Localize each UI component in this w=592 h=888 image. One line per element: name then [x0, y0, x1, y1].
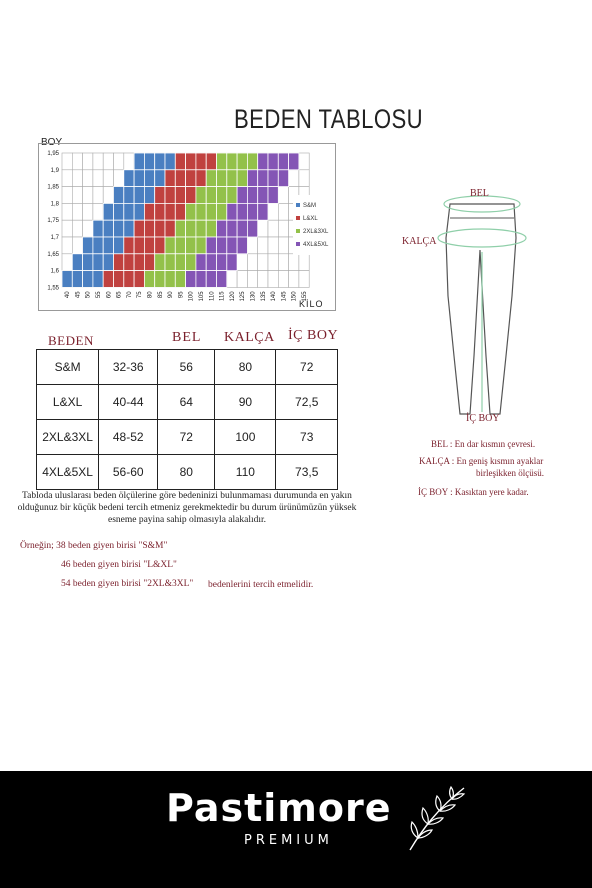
grid-cell — [93, 187, 103, 204]
heat-cell-S&M — [93, 271, 103, 288]
grid-cell — [268, 203, 278, 220]
def-bel: BEL : En dar kısmın çevresi. — [431, 439, 536, 449]
table-cell-size: 2XL&3XL — [37, 420, 99, 455]
grid-cell — [62, 153, 72, 170]
heat-cell-S&M — [114, 220, 124, 237]
heat-cell-4XL&5XL — [217, 220, 227, 237]
heat-cell-S&M — [93, 254, 103, 271]
heat-cell-2XL&3XL — [206, 220, 216, 237]
grid-cell — [268, 220, 278, 237]
heat-cell-L&XL — [103, 271, 113, 288]
grid-cell — [227, 271, 237, 288]
heat-cell-L&XL — [144, 237, 154, 254]
table-row — [37, 455, 338, 490]
grid-cell — [103, 170, 113, 187]
heat-cell-2XL&3XL — [227, 153, 237, 170]
x-tick-label: 90 — [168, 291, 175, 299]
x-tick-label: 70 — [126, 291, 133, 299]
heat-cell-L&XL — [186, 187, 196, 204]
grid-cell — [278, 271, 288, 288]
heat-cell-L&XL — [175, 203, 185, 220]
grid-cell — [299, 153, 309, 170]
heat-cell-4XL&5XL — [227, 220, 237, 237]
heat-cell-L&XL — [186, 153, 196, 170]
heat-cell-2XL&3XL — [217, 203, 227, 220]
heat-cell-4XL&5XL — [206, 237, 216, 254]
heat-cell-4XL&5XL — [237, 220, 247, 237]
heat-cell-L&XL — [134, 237, 144, 254]
heat-cell-S&M — [134, 153, 144, 170]
grid-cell — [258, 254, 268, 271]
legend-label: S&M — [303, 203, 317, 209]
heat-cell-4XL&5XL — [217, 254, 227, 271]
grid-cell — [72, 187, 82, 204]
grid-cell — [278, 220, 288, 237]
heat-cell-4XL&5XL — [237, 237, 247, 254]
table-row — [37, 385, 338, 420]
heat-cell-L&XL — [155, 203, 165, 220]
grid-cell — [93, 203, 103, 220]
heat-cell-L&XL — [155, 220, 165, 237]
heat-cell-4XL&5XL — [237, 203, 247, 220]
grid-cell — [299, 271, 309, 288]
heat-cell-S&M — [134, 187, 144, 204]
heat-cell-S&M — [155, 170, 165, 187]
heat-cell-S&M — [144, 170, 154, 187]
table-cell-kalca: 80 — [215, 350, 276, 385]
heat-cell-4XL&5XL — [268, 187, 278, 204]
x-tick-label: 100 — [188, 291, 195, 302]
heat-cell-2XL&3XL — [227, 187, 237, 204]
grid-cell — [278, 254, 288, 271]
y-tick-label: 1,8 — [50, 201, 59, 208]
grid-cell — [62, 170, 72, 187]
grid-cell — [62, 237, 72, 254]
x-tick-label: 120 — [229, 291, 236, 302]
heat-cell-4XL&5XL — [247, 203, 257, 220]
table-cell-ic-boy: 73 — [276, 420, 338, 455]
header-ic-boy: İÇ BOY — [288, 328, 339, 343]
grid-cell — [72, 170, 82, 187]
heat-cell-4XL&5XL — [247, 187, 257, 204]
header-kalca: KALÇA — [224, 330, 275, 345]
grid-cell — [93, 153, 103, 170]
heat-cell-4XL&5XL — [258, 203, 268, 220]
heat-cell-S&M — [124, 220, 134, 237]
x-tick-label: 115 — [219, 291, 226, 301]
table-cell-ic-boy: 73,5 — [276, 455, 338, 490]
ic-boy-label: İÇ BOY — [466, 413, 500, 424]
legend-swatch — [296, 229, 300, 233]
table-cell-kalca: 110 — [215, 455, 276, 490]
heat-cell-S&M — [134, 203, 144, 220]
heat-cell-4XL&5XL — [206, 254, 216, 271]
grid-cell — [93, 170, 103, 187]
grid-cell — [72, 237, 82, 254]
heat-cell-L&XL — [144, 203, 154, 220]
heat-cell-L&XL — [144, 220, 154, 237]
heat-cell-2XL&3XL — [175, 271, 185, 288]
heat-cell-4XL&5XL — [206, 271, 216, 288]
table-cell-kalca: 90 — [215, 385, 276, 420]
heat-cell-4XL&5XL — [227, 237, 237, 254]
table-cell-kalca: 100 — [215, 420, 276, 455]
heat-cell-L&XL — [206, 153, 216, 170]
heat-cell-4XL&5XL — [186, 271, 196, 288]
heat-cell-L&XL — [134, 220, 144, 237]
heat-cell-L&XL — [114, 254, 124, 271]
heat-cell-4XL&5XL — [278, 153, 288, 170]
table-cell-bel: 56 — [158, 350, 215, 385]
x-tick-label: 50 — [85, 291, 92, 299]
y-tick-label: 1,75 — [47, 218, 59, 225]
example-1: Örneğin; 38 beden giyen birisi "S&M" — [20, 541, 168, 551]
table-row — [37, 350, 338, 385]
heat-cell-2XL&3XL — [165, 237, 175, 254]
heat-cell-4XL&5XL — [268, 153, 278, 170]
grid-cell — [237, 254, 247, 271]
grid-cell — [72, 220, 82, 237]
heat-cell-L&XL — [175, 153, 185, 170]
table-cell-bel: 80 — [158, 455, 215, 490]
grid-cell — [299, 170, 309, 187]
grid-cell — [83, 220, 93, 237]
grid-cell — [258, 271, 268, 288]
heat-cell-L&XL — [165, 220, 175, 237]
heat-cell-2XL&3XL — [206, 203, 216, 220]
table-cell-bel: 64 — [158, 385, 215, 420]
heat-cell-2XL&3XL — [217, 187, 227, 204]
grid-cell — [62, 203, 72, 220]
x-tick-label: 150 — [291, 291, 298, 302]
heat-cell-4XL&5XL — [217, 237, 227, 254]
heat-cell-4XL&5XL — [258, 187, 268, 204]
x-tick-label: 80 — [147, 291, 154, 299]
x-tick-label: 40 — [65, 291, 72, 299]
legend-label: 2XL&3XL — [303, 229, 329, 235]
grid-cell — [83, 203, 93, 220]
heat-cell-S&M — [124, 170, 134, 187]
heat-cell-L&XL — [186, 170, 196, 187]
y-axis-label: BOY — [41, 137, 63, 148]
x-tick-label: 75 — [137, 291, 144, 299]
heat-cell-2XL&3XL — [165, 271, 175, 288]
heat-cell-L&XL — [165, 187, 175, 204]
x-axis-label: KİLO — [299, 299, 324, 309]
heat-cell-4XL&5XL — [196, 271, 206, 288]
grid-cell — [278, 187, 288, 204]
header-bel: BEL — [172, 330, 202, 345]
heat-cell-S&M — [124, 203, 134, 220]
y-tick-label: 1,6 — [50, 268, 59, 275]
heat-cell-L&XL — [196, 170, 206, 187]
heat-cell-2XL&3XL — [237, 153, 247, 170]
grid-cell — [62, 220, 72, 237]
heat-cell-4XL&5XL — [268, 170, 278, 187]
grid-cell — [72, 153, 82, 170]
heat-cell-S&M — [124, 187, 134, 204]
grid-cell — [83, 187, 93, 204]
legend-swatch — [296, 203, 300, 207]
grid-cell — [62, 254, 72, 271]
heat-cell-4XL&5XL — [278, 170, 288, 187]
heat-cell-S&M — [83, 237, 93, 254]
heat-cell-S&M — [103, 237, 113, 254]
grid-cell — [103, 153, 113, 170]
heat-cell-4XL&5XL — [227, 254, 237, 271]
heat-cell-L&XL — [124, 271, 134, 288]
heat-cell-2XL&3XL — [206, 187, 216, 204]
grid-cell — [247, 254, 257, 271]
size-chart — [38, 143, 338, 311]
heat-cell-S&M — [114, 237, 124, 254]
grid-cell — [289, 271, 299, 288]
heat-cell-L&XL — [134, 271, 144, 288]
heat-cell-L&XL — [175, 170, 185, 187]
y-tick-label: 1,9 — [50, 167, 59, 174]
legend-swatch — [296, 242, 300, 246]
y-tick-label: 1,55 — [47, 285, 59, 292]
table-cell-ic-boy: 72,5 — [276, 385, 338, 420]
legend-swatch — [296, 216, 300, 220]
heat-cell-2XL&3XL — [155, 271, 165, 288]
grid-cell — [258, 237, 268, 254]
heat-cell-4XL&5XL — [227, 203, 237, 220]
heat-cell-S&M — [114, 187, 124, 204]
table-cell-beden: 56-60 — [99, 455, 158, 490]
x-tick-label: 65 — [116, 291, 123, 299]
page-title: BEDEN TABLOSU — [234, 104, 424, 134]
heat-cell-4XL&5XL — [247, 170, 257, 187]
grid-cell — [237, 271, 247, 288]
heat-cell-S&M — [165, 153, 175, 170]
heat-cell-L&XL — [124, 237, 134, 254]
table-cell-beden: 40-44 — [99, 385, 158, 420]
brand-name: Pastimore — [166, 786, 392, 830]
heat-cell-S&M — [72, 271, 82, 288]
heat-cell-S&M — [144, 187, 154, 204]
heat-cell-2XL&3XL — [175, 237, 185, 254]
grid-cell — [247, 237, 257, 254]
heat-cell-4XL&5XL — [237, 187, 247, 204]
grid-cell — [268, 254, 278, 271]
heat-cell-S&M — [103, 220, 113, 237]
heat-cell-2XL&3XL — [165, 254, 175, 271]
heat-cell-S&M — [103, 254, 113, 271]
info-paragraph: Tabloda uluslarası beden ölçülerine göre bedeninizi bulunmaması durumunda en yakın olduğunuz bir küçük bedeni tercih etmeniz gerekmektedir bu durum ürünümüzün yüksek esneme payina sahip olmasıyla alakalıdır. — [17, 491, 357, 525]
x-tick-label: 135 — [260, 291, 267, 302]
grid-cell — [278, 203, 288, 220]
size-table — [36, 349, 338, 490]
x-tick-label: 85 — [157, 291, 164, 299]
y-tick-label: 1,85 — [47, 184, 59, 191]
heat-cell-2XL&3XL — [186, 237, 196, 254]
heat-cell-S&M — [134, 170, 144, 187]
heat-cell-S&M — [83, 271, 93, 288]
heat-cell-2XL&3XL — [217, 170, 227, 187]
heat-cell-4XL&5XL — [289, 153, 299, 170]
x-tick-label: 45 — [75, 291, 82, 299]
leggings-illustration — [420, 186, 570, 426]
grid-cell — [114, 153, 124, 170]
grid-cell — [124, 153, 134, 170]
heat-cell-S&M — [93, 220, 103, 237]
x-tick-label: 140 — [271, 291, 278, 302]
x-tick-label: 130 — [250, 291, 257, 302]
heat-cell-4XL&5XL — [258, 153, 268, 170]
heat-cell-S&M — [155, 153, 165, 170]
heat-cell-4XL&5XL — [247, 220, 257, 237]
heat-cell-2XL&3XL — [196, 187, 206, 204]
table-row — [37, 420, 338, 455]
x-tick-label: 60 — [106, 291, 113, 299]
heat-cell-2XL&3XL — [186, 203, 196, 220]
x-tick-label: 125 — [240, 291, 247, 302]
grid-cell — [72, 203, 82, 220]
table-cell-beden: 48-52 — [99, 420, 158, 455]
heat-cell-2XL&3XL — [206, 170, 216, 187]
grid-cell — [258, 220, 268, 237]
def-ic-boy: İÇ BOY : Kasıktan yere kadar. — [418, 487, 529, 497]
header-beden: BEDEN — [48, 333, 94, 348]
table-cell-size: L&XL — [37, 385, 99, 420]
x-tick-label: 55 — [96, 291, 103, 299]
x-tick-label: 105 — [199, 291, 206, 302]
heat-cell-2XL&3XL — [196, 203, 206, 220]
grid-cell — [268, 237, 278, 254]
x-tick-label: 145 — [281, 291, 288, 302]
example-2: 46 beden giyen birisi "L&XL" — [61, 560, 177, 570]
heat-cell-S&M — [144, 153, 154, 170]
heat-cell-2XL&3XL — [155, 254, 165, 271]
heat-cell-L&XL — [165, 170, 175, 187]
table-cell-size: S&M — [37, 350, 99, 385]
grid-cell — [289, 254, 299, 271]
heat-cell-S&M — [103, 203, 113, 220]
heat-cell-S&M — [72, 254, 82, 271]
example-3-tail: bedenlerini tercih etmelidir. — [208, 580, 314, 590]
heat-cell-S&M — [83, 254, 93, 271]
kalca-label: KALÇA — [402, 236, 437, 247]
heat-cell-S&M — [93, 237, 103, 254]
y-tick-label: 1,7 — [50, 235, 59, 241]
y-tick-label: 1,65 — [47, 251, 59, 258]
heat-cell-2XL&3XL — [175, 220, 185, 237]
grid-cell — [247, 271, 257, 288]
table-cell-bel: 72 — [158, 420, 215, 455]
grid-cell — [278, 237, 288, 254]
table-cell-size: 4XL&5XL — [37, 455, 99, 490]
grid-cell — [299, 254, 309, 271]
def-kalca-1: KALÇA : En geniş kısmın ayaklar — [419, 456, 544, 466]
heat-cell-L&XL — [155, 187, 165, 204]
heat-cell-S&M — [114, 203, 124, 220]
heat-cell-L&XL — [175, 187, 185, 204]
heat-cell-L&XL — [144, 254, 154, 271]
table-cell-beden: 32-36 — [99, 350, 158, 385]
heat-cell-2XL&3XL — [237, 170, 247, 187]
heat-cell-2XL&3XL — [144, 271, 154, 288]
grid-cell — [62, 187, 72, 204]
heat-cell-2XL&3XL — [196, 220, 206, 237]
heat-cell-2XL&3XL — [217, 153, 227, 170]
heat-cell-S&M — [62, 271, 72, 288]
heat-cell-L&XL — [134, 254, 144, 271]
heat-cell-2XL&3XL — [247, 153, 257, 170]
example-3: 54 beden giyen birisi "2XL&3XL" — [61, 579, 194, 589]
table-cell-ic-boy: 72 — [276, 350, 338, 385]
heat-cell-4XL&5XL — [196, 254, 206, 271]
heat-cell-2XL&3XL — [196, 237, 206, 254]
grid-cell — [103, 187, 113, 204]
grid-cell — [83, 170, 93, 187]
grid-cell — [268, 271, 278, 288]
y-tick-label: 1,95 — [47, 151, 59, 157]
legend-label: 4XL&5XL — [303, 242, 329, 248]
brand-tagline: PREMIUM — [244, 833, 333, 848]
bel-label: BEL — [470, 188, 489, 199]
heat-cell-L&XL — [124, 254, 134, 271]
leaf-branch-icon — [404, 782, 468, 854]
def-kalca-2: birleşikken ölçüsü. — [476, 468, 544, 478]
grid-cell — [289, 170, 299, 187]
x-tick-label: 155 — [302, 291, 309, 302]
heat-cell-2XL&3XL — [186, 254, 196, 271]
heat-cell-L&XL — [165, 203, 175, 220]
legend-label: L&XL — [303, 216, 318, 222]
heat-cell-L&XL — [196, 153, 206, 170]
heat-cell-2XL&3XL — [186, 220, 196, 237]
heat-cell-2XL&3XL — [175, 254, 185, 271]
heat-cell-L&XL — [155, 237, 165, 254]
heat-cell-L&XL — [114, 271, 124, 288]
x-tick-label: 110 — [209, 291, 216, 301]
heat-cell-2XL&3XL — [227, 170, 237, 187]
heat-cell-4XL&5XL — [217, 271, 227, 288]
x-tick-label: 95 — [178, 291, 185, 299]
grid-cell — [83, 153, 93, 170]
grid-cell — [114, 170, 124, 187]
heat-cell-4XL&5XL — [258, 170, 268, 187]
